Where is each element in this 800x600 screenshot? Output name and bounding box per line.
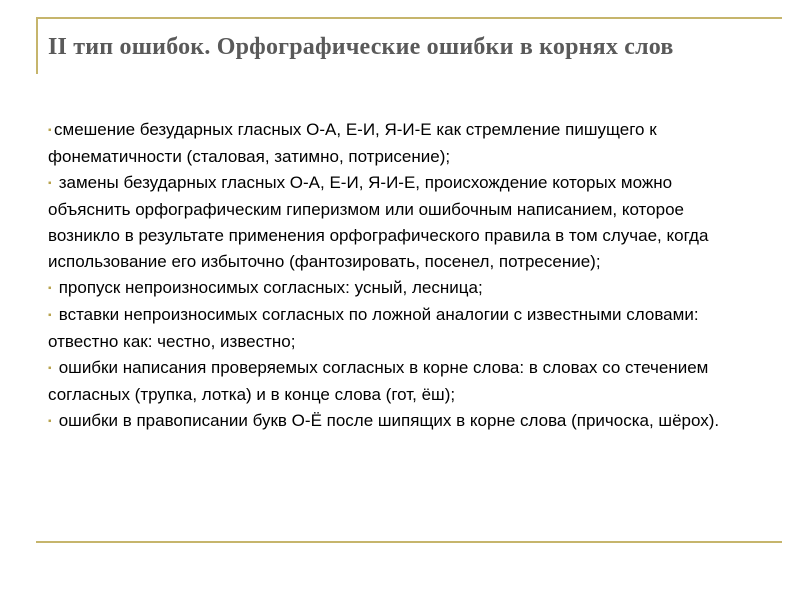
list-item — [48, 275, 738, 302]
list-item — [48, 170, 738, 275]
bullet-icon: ▪ — [48, 363, 52, 374]
bullet-icon: ▪ — [48, 125, 52, 136]
list-item-text: замены безударных гласных О-А, Е-И, Я-И-Е, происхождение которых можно объяснить орфографическим гиперизмом или ошибочным написанием, которое возникло в результате применения орфографического правила в том случае, когда использование его избыточно (фантозировать, посенел, потресение); — [48, 173, 709, 271]
frame-left-rule — [36, 17, 38, 74]
list-item — [48, 355, 738, 408]
list-item-text: ошибки в правописании букв О-Ё после шипящих в корне слова (причоска, шёрох). — [54, 411, 720, 430]
list-item-text: вставки непроизносимых согласных по ложной аналогии с известными словами: отвестно как: честно, известно; — [48, 305, 699, 351]
list-item — [48, 302, 738, 355]
bullet-icon: ▪ — [48, 416, 52, 427]
list-item-text: смешение безударных гласных О-А, Е-И, Я-И-Е как стремление пишущего к фонематичности (сталовая, затимно, потрисение); — [48, 120, 657, 166]
list-item-text: ошибки написания проверяемых согласных в корне слова: в словах со стечением согласных (трупка, лотка) и в конце слова (гот, ёш); — [48, 358, 709, 404]
frame-bottom-rule — [36, 541, 782, 543]
bullet-icon: ▪ — [48, 310, 52, 321]
bullet-list — [48, 117, 738, 435]
bullet-icon: ▪ — [48, 178, 52, 189]
list-item — [48, 408, 738, 435]
list-item-text: пропуск непроизносимых согласных: усный, лесница; — [54, 278, 483, 297]
bullet-icon: ▪ — [48, 283, 52, 294]
list-item — [48, 117, 738, 170]
frame-top-rule — [36, 17, 782, 19]
slide-title: II тип ошибок. Орфографические ошибки в корнях слов — [48, 34, 674, 60]
